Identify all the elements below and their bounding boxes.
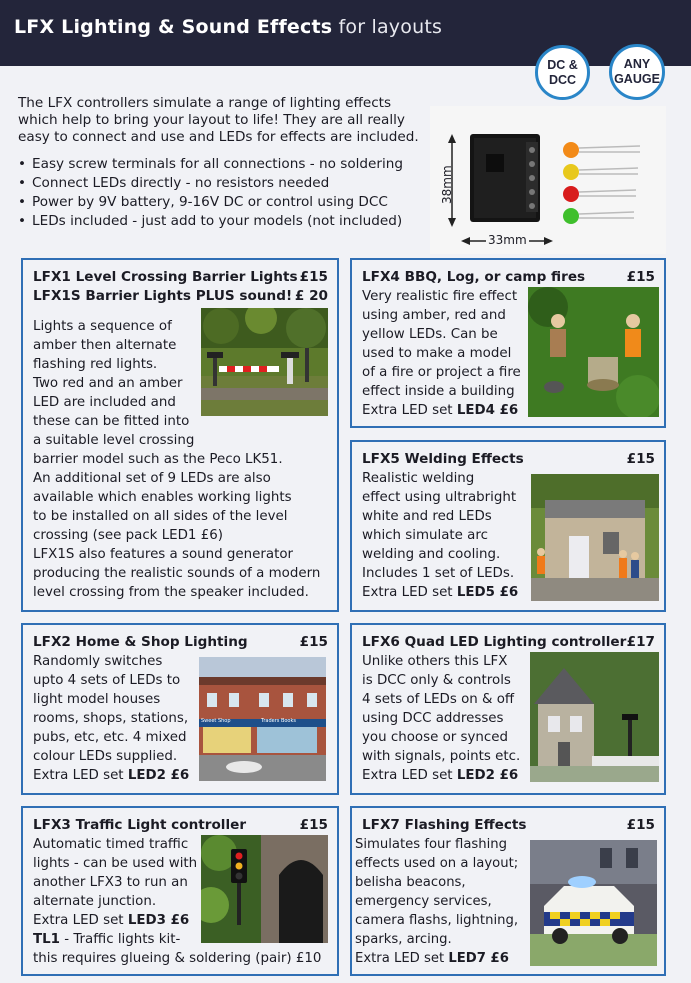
product-title: LFX5 Welding Effects £15: [362, 451, 655, 467]
product-card-lfx3: [21, 806, 339, 976]
product-description: Unlike others this LFX is DCC only & controls 4 sets of LEDs on & off using DCC addresses you choose or synced with signals, points etc. Extra LED set LED2 £6: [362, 654, 521, 783]
product-price: £15: [299, 817, 328, 833]
product-price: £17: [626, 634, 655, 650]
extra-led-set: Extra LED set LED3 £6: [33, 913, 190, 928]
shop-sign: Traders Books: [261, 718, 296, 724]
product-description: Automatic timed traffic lights - can be used with another LFX3 to run an alternate junction. Extra LED set LED3 £6 TL1 - Traffic lights kit- this requires glueing & soldering (pair) £10: [33, 837, 322, 966]
feature-item: • Connect LEDs directly - no resistors needed: [18, 174, 428, 193]
product-description: Randomly switches upto 4 sets of LEDs to light model houses rooms, shops, stations, pubs, etc, etc. 4 mixed colour LEDs supplied. Extra LED set LED2 £6: [33, 654, 190, 783]
product-card-lfx4: [350, 258, 666, 428]
product-title: LFX4 BBQ, Log, or camp fires £15: [362, 269, 655, 285]
intro-text: [18, 95, 428, 231]
feature-item: • Easy screw terminals for all connections - no soldering: [18, 155, 428, 174]
dc-dcc-badge: DC & DCC: [535, 45, 590, 100]
tl1-line: TL1 - Traffic lights kit-: [33, 932, 181, 947]
intro-line: which help to bring your layout to life! They are all really: [18, 112, 405, 128]
product-title: LFX2 Home & Shop Lighting £15: [33, 634, 328, 650]
product-price: £15: [299, 269, 328, 285]
extra-led-set: Extra LED set LED7 £6: [355, 951, 509, 966]
controller-photo: [430, 106, 666, 254]
product-title: LFX3 Traffic Light controller £15: [33, 817, 328, 833]
shop-sign: Sweet Shop: [201, 718, 231, 724]
welding-picture: [531, 474, 659, 601]
extra-led-set: Extra LED set LED5 £6: [362, 585, 519, 600]
extra-led-set: Extra LED set LED2 £6: [362, 768, 519, 783]
extra-led-set: Extra LED set LED2 £6: [33, 768, 190, 783]
product-title: LFX1 Level Crossing Barrier Lights £15: [33, 269, 328, 285]
product-title: LFX7 Flashing Effects £15: [362, 817, 655, 833]
product-description: Simulates four flashing effects used on a layout; belisha beacons, emergency services, camera flashs, lightning, sparks, arcing. Extra LED set LED7 £6: [355, 837, 519, 966]
product-card-lfx5: [350, 440, 666, 612]
intro-line: easy to connect and use and LEDs for effects are included.: [18, 129, 419, 145]
police-car-picture: [530, 840, 657, 966]
any-gauge-badge: ANY GAUGE: [609, 44, 665, 100]
campfire-picture: [528, 287, 659, 417]
feature-item: • LEDs included - just add to your models (not included): [18, 212, 428, 231]
extra-led-set: Extra LED set LED4 £6: [362, 403, 519, 418]
product-card-lfx2: [21, 623, 339, 795]
feature-list: [18, 155, 428, 231]
product-description: Lights a sequence of amber then alternate flashing red lights. Two red and an amber LED are included and these can be fitted into a suitable level crossing barrier model such as the Peco LK51. An additional set of 9 LEDs are also available which enables working lights to be installed on all sides of the level crossing (see pack LED1 £6) LFX1S also features a sound generator producing the realistic sounds of a modern level crossing from the speaker included.: [33, 319, 321, 600]
product-price: £ 20: [294, 288, 328, 304]
shops-picture: [199, 657, 326, 781]
product-title: LFX6 Quad LED Lighting controller £17: [362, 634, 655, 650]
product-card-lfx7: [350, 806, 666, 976]
product-card-lfx6: [350, 623, 666, 795]
houses-picture: [530, 652, 659, 782]
product-price: £15: [299, 634, 328, 650]
product-description: Very realistic fire effect using amber, red and yellow LEDs. Can be used to make a model of a fire or project a fire effect inside a building Extra LED set LED4 £6: [362, 289, 521, 418]
feature-item: • Power by 9V battery, 9-16V DC or control using DCC: [18, 193, 428, 212]
product-price: £15: [626, 269, 655, 285]
page-header: [0, 0, 691, 66]
height-dimension-label: 38mm: [440, 165, 454, 204]
product-price: £15: [626, 817, 655, 833]
width-dimension-label: 33mm: [488, 233, 527, 247]
product-description: Realistic welding effect using ultrabright white and red LEDs which simulate arc welding and cooling. Includes 1 set of LEDs. Extra LED set LED5 £6: [362, 471, 519, 600]
product-card-lfx1: [21, 258, 339, 612]
product-subtitle: LFX1S Barrier Lights PLUS sound! £ 20: [33, 288, 328, 304]
product-price: £15: [626, 451, 655, 467]
intro-line: The LFX controllers simulate a range of lighting effects: [18, 95, 392, 111]
page-title: LFX Lighting & Sound Effects for layouts: [14, 16, 443, 38]
